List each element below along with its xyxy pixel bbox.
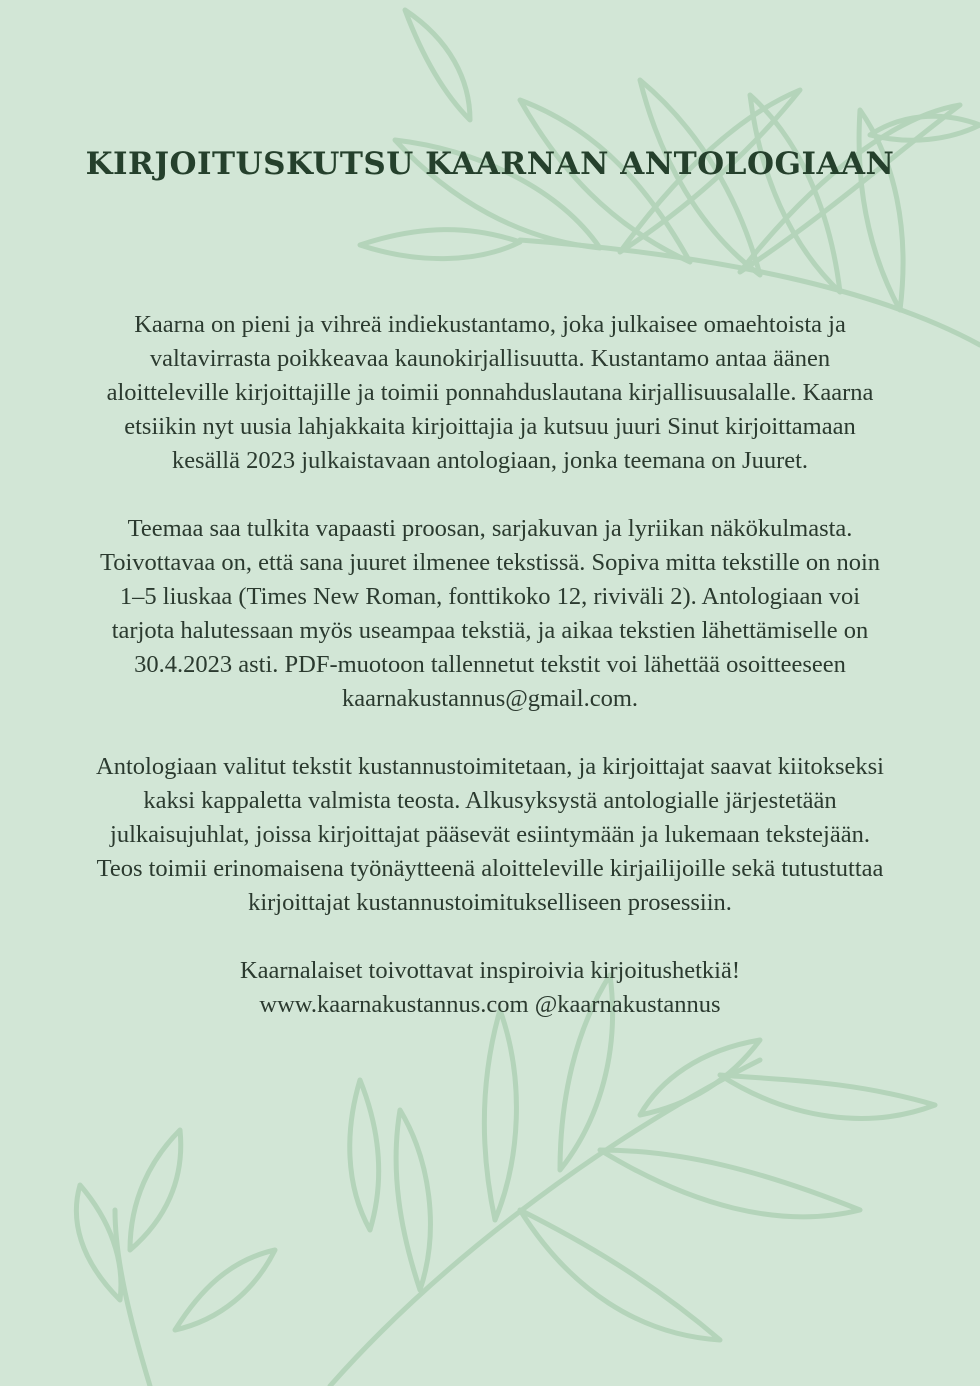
intro-paragraph: Kaarna on pieni ja vihreä indiekustantamo, joka julkaisee omaehtoista ja valtavirrasta poikkeavaa kaunokirjallisuutta. Kustantamo antaa äänen aloitteleville kirjoittajille ja toimii ponnahduslautana kirjallisuusalalle. Kaarna etsiikin nyt uusia lahjakkaita kirjoittajia ja kutsuu juuri Sinut kirjoittamaan kesällä 2023 julkaistavaan antologiaan, jonka teemana on Juuret.	[106, 311, 874, 474]
closing-greeting: Kaarnalaiset toivottavat inspiroivia kirjoitushetkiä!	[239, 957, 741, 984]
contact-line: www.kaarnakustannus.com @kaarnakustannus	[259, 991, 721, 1018]
theme-paragraph: Teemaa saa tulkita vapaasti proosan, sarjakuvan ja lyriikan näkökulmasta. Toivottavaa on, että sana juuret ilmenee tekstissä. Sopiva mitta tekstille on noin 1–5 liuskaa (Times New Roman, fonttikoko 12, riviväli 2). Antologiaan voi tarjota halutessaan myös useampaa tekstiä, ja aikaa tekstien lähettämiselle on 30.4.2023 asti. PDF-muotoon tallennetut tekstit voi lähettää osoitteeseen kaarnakustannus@gmail.com.	[99, 515, 881, 712]
page-title: KIRJOITUSKUTSU KAARNAN ANTOLOGIAAN	[85, 146, 895, 182]
publication-paragraph: Antologiaan valitut tekstit kustannustoimitetaan, ja kirjoittajat saavat kiitokseksi kaksi kappaletta valmista teosta. Alkusyksystä antologialle järjestetään julkaisujuhlat, joissa kirjoittajat pääsevät esiintymään ja lukemaan tekstejään. Teos toimii erinomaisena työnäytteenä aloitteleville kirjailijoille sekä tutustuttaa kirjoittajat kustannustoimitukselliseen prosessiin.	[96, 753, 884, 916]
document-body	[90, 308, 890, 1056]
closing-block	[90, 954, 890, 1022]
